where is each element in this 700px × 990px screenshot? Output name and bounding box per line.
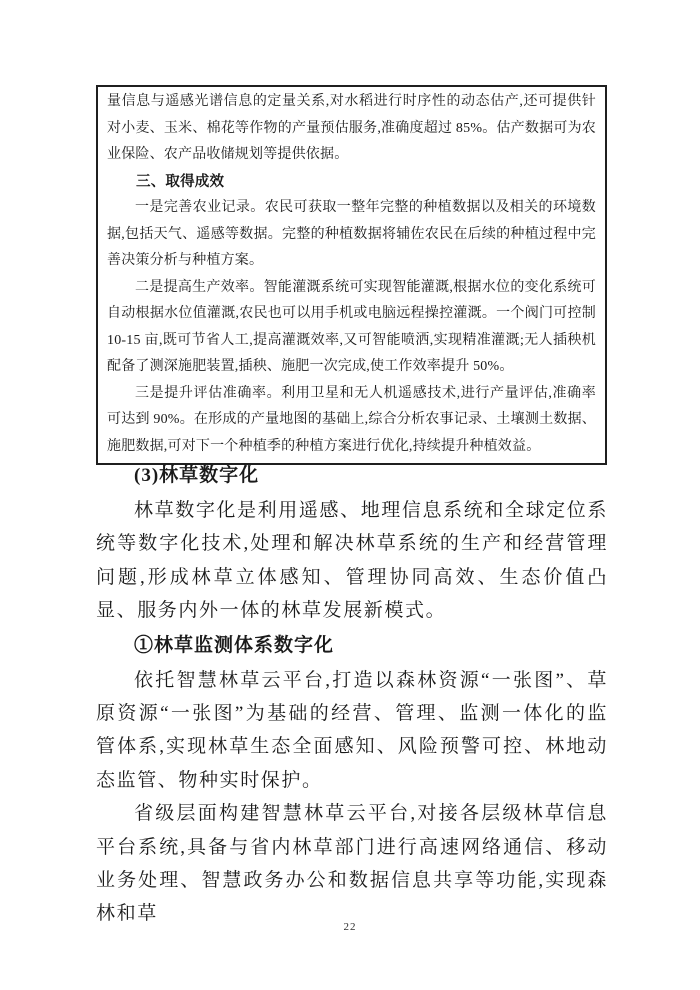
box-paragraph-1: 一是完善农业记录。农民可获取一整年完整的种植数据以及相关的环境数据,包括天气、遥感等数据。完整的种植数据将辅佐农民在后续的种植过程中完善决策分析与种植方案。: [107, 200, 596, 268]
sub-heading-monitoring-system: ①林草监测体系数字化: [134, 634, 335, 656]
main-text-section: [96, 461, 608, 931]
box-heading-achievements: 三、取得成效: [136, 173, 225, 190]
case-study-callout-box: [96, 85, 607, 465]
body-paragraph-2: 省级层面构建智慧林草云平台,对接各层级林草信息平台系统,具备与省内林草部门进行高速网络通信、移动业务处理、智慧政务办公和数据信息共享等功能,实现森林和草: [96, 803, 608, 925]
box-paragraph-2: 二是提高生产效率。智能灌溉系统可实现智能灌溉,根据水位的变化系统可自动根据水位值灌溉,农民也可以用手机或电脑远程操控灌溉。一个阀门可控制 10-15 亩,既可节省人工,提高灌溉效率,又可智能喷洒,实现精准灌溉;无人插秧机配备了测深施肥装置,插秧、施肥一次完成,使工作效率提升 50%。: [107, 279, 596, 374]
box-paragraph-continuation: 量信息与遥感光谱信息的定量关系,对水稻进行时序性的动态估产,还可提供针对小麦、玉米、棉花等作物的产量预估服务,准确度超过 85%。估产数据可为农业保险、农产品收储规划等提供依据。: [107, 94, 596, 162]
section-heading-forestry-digitalization: (3)林草数字化: [134, 465, 260, 486]
body-paragraph-1: 依托智慧林草云平台,打造以森林资源“一张图”、草原资源“一张图”为基础的经营、管理、监测一体化的监管体系,实现林草生态全面感知、风险预警可控、林地动态监管、物种实时保护。: [96, 669, 608, 791]
page-footer: [0, 917, 700, 935]
page-number: 22: [343, 921, 357, 933]
box-paragraph-3: 三是提升评估准确率。利用卫星和无人机遥感技术,进行产量评估,准确率可达到 90%。在形成的产量地图的基础上,综合分析农事记录、土壤测土数据、施肥数据,可对下一个种植季的种植方案进行优化,持续提升种植效益。: [107, 385, 596, 454]
intro-paragraph: 林草数字化是利用遥感、地理信息系统和全球定位系统等数字化技术,处理和解决林草系统的生产和经营管理问题,形成林草立体感知、管理协同高效、生态价值凸显、服务内外一体的林草发展新模式。: [96, 500, 608, 622]
